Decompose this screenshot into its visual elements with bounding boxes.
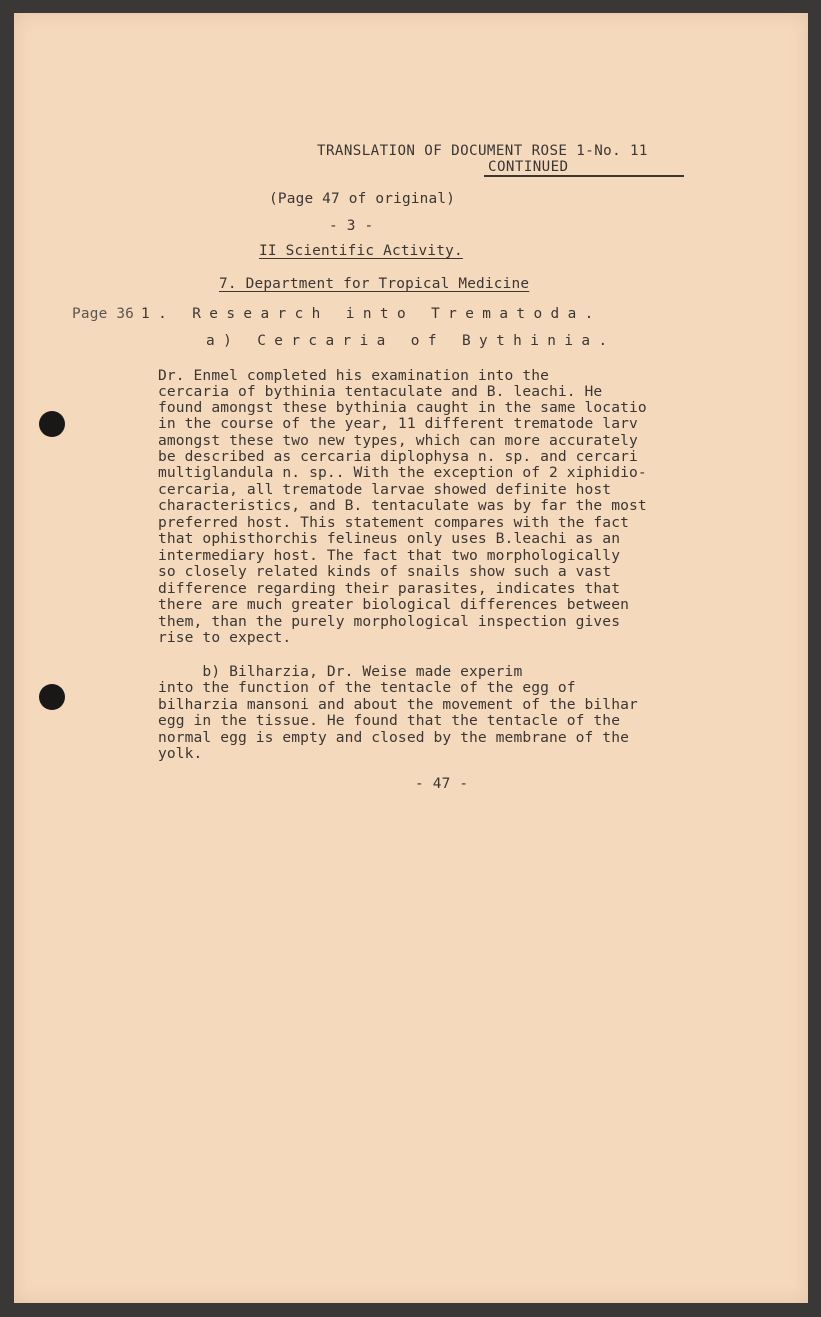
- paragraph-line: found amongst these bythinia caught in the same locatio: [158, 399, 647, 416]
- section-number: - 3 -: [329, 218, 374, 234]
- research-item-heading: 1. Research into Trematoda.: [141, 306, 602, 322]
- paragraph-line: multiglandula n. sp.. With the exception of 2 xiphidio-: [158, 464, 647, 481]
- department-heading: 7. Department for Tropical Medicine: [219, 276, 530, 292]
- paragraph-line: rise to expect.: [158, 629, 292, 646]
- paragraph-line: Dr. Enmel completed his examination into the: [158, 367, 549, 384]
- paragraph-line: cercaria, all trematode larvae showed definite host: [158, 481, 612, 498]
- page-number: - 47 -: [415, 776, 469, 792]
- punch-hole-bottom: [39, 684, 65, 710]
- paragraph-line: yolk.: [158, 745, 203, 762]
- paragraph-line: amongst these two new types, which can more accurately: [158, 432, 638, 449]
- paragraph-line: preferred host. This statement compares with the fact: [158, 514, 629, 531]
- paragraph-line: b) Bilharzia, Dr. Weise made experim: [158, 663, 523, 680]
- paragraph-line: normal egg is empty and closed by the membrane of the: [158, 729, 629, 746]
- paragraph-line: cercaria of bythinia tentaculate and B. leachi. He: [158, 383, 603, 400]
- paragraph-line: so closely related kinds of snails show such a vast: [158, 563, 612, 580]
- paragraph-line: in the course of the year, 11 different trematode larv: [158, 415, 638, 432]
- document-page: [14, 13, 808, 1303]
- document-subtitle: CONTINUED: [488, 159, 569, 175]
- paragraph-line: into the function of the tentacle of the egg of: [158, 679, 576, 696]
- document-title: TRANSLATION OF DOCUMENT ROSE 1-No. 11: [317, 143, 648, 159]
- paragraph-line: intermediary host. The fact that two morphologically: [158, 547, 621, 564]
- paragraph-line: there are much greater biological differences between: [158, 596, 629, 613]
- punch-hole-top: [39, 411, 65, 437]
- cercaria-subheading: a) Cercaria of Bythinia.: [206, 333, 616, 349]
- section-title: II Scientific Activity.: [259, 243, 463, 259]
- paragraph-line: them, than the purely morphological inspection gives: [158, 613, 621, 630]
- paragraph-line: egg in the tissue. He found that the tentacle of the: [158, 712, 621, 729]
- margin-note: Page 36: [72, 306, 135, 322]
- header-rule: [484, 175, 684, 177]
- paragraph-line: bilharzia mansoni and about the movement of the bilhar: [158, 696, 638, 713]
- paragraph-line: be described as cercaria diplophysa n. sp. and cercari: [158, 448, 638, 465]
- paragraph-line: that ophisthorchis felineus only uses B.leachi as an: [158, 530, 621, 547]
- paragraph-line: characteristics, and B. tentaculate was by far the most: [158, 497, 647, 514]
- paragraph-line: difference regarding their parasites, indicates that: [158, 580, 621, 597]
- page-reference: (Page 47 of original): [269, 191, 456, 207]
